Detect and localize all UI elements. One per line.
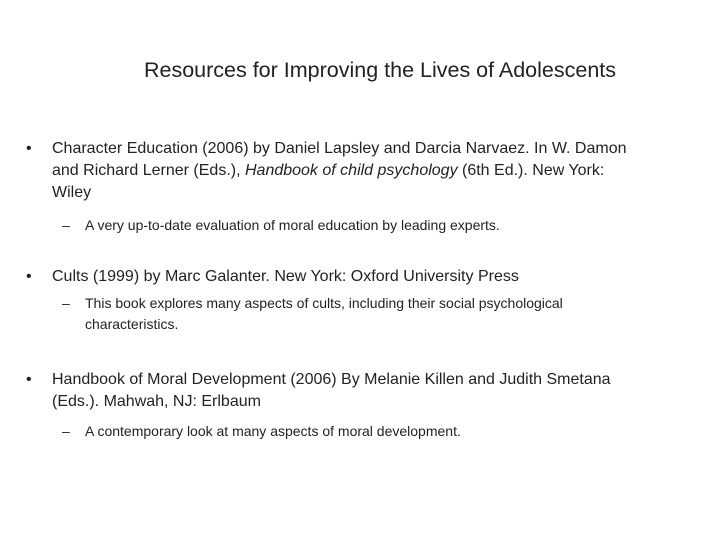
bullet-line: Handbook of Moral Development (2006) By Melanie Killen and Judith Smetana [52, 371, 611, 388]
slide-title: Resources for Improving the Lives of Adolescents [143, 58, 617, 82]
sub-text [85, 293, 700, 335]
bullet-icon: • [26, 140, 32, 157]
bullet-item-handbook-moral-development [26, 369, 716, 413]
dash-icon: – [62, 423, 70, 439]
bullet-item-character-education [26, 138, 716, 208]
bullet-line [52, 160, 720, 182]
dash-icon: – [62, 295, 70, 311]
sub-item-cults [62, 293, 702, 335]
bullet-item-cults [26, 266, 716, 288]
book-title-italic: Handbook of child psychology [244, 162, 458, 179]
sub-text: A very up-to-date evaluation of moral education by leading experts. [85, 217, 500, 233]
sub-text: A contemporary look at many aspects of moral development. [85, 423, 461, 439]
sub-line: characteristics. [85, 316, 179, 332]
bullet-text [52, 369, 720, 413]
bullet-text-segment: (6th Ed.). New York: [457, 162, 605, 179]
bullet-text [52, 138, 720, 204]
bullet-line: Character Education (2006) by Daniel Lapsley and Darcia Narvaez. In W. Damon [52, 140, 627, 157]
bullet-text-segment: and Richard Lerner (Eds.), [52, 162, 245, 179]
sub-item-handbook-moral-development [62, 421, 702, 443]
sub-line: This book explores many aspects of cults, including their social psychological [85, 295, 563, 311]
bullet-line: (Eds.). Mahwah, NJ: Erlbaum [52, 393, 261, 410]
dash-icon: – [62, 217, 70, 233]
bullet-icon: • [26, 371, 32, 388]
bullet-icon: • [26, 268, 32, 285]
sub-item-character-education [62, 215, 702, 237]
bullet-line: Wiley [52, 184, 92, 201]
bullet-text: Cults (1999) by Marc Galanter. New York: Oxford University Press [52, 268, 519, 285]
